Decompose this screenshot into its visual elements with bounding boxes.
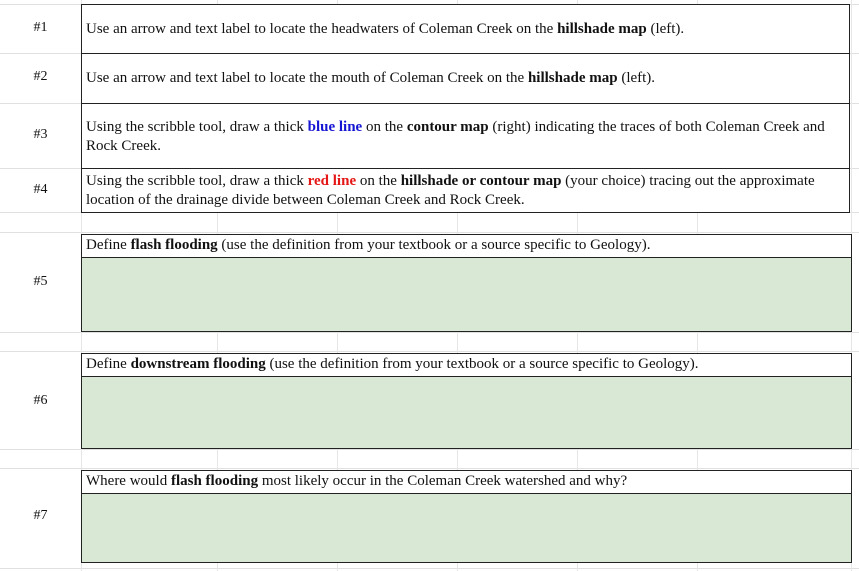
grid-line: [0, 232, 859, 233]
question-number: #7: [33, 508, 48, 523]
question-text: Use an arrow and text label to locate the mouth of Coleman Creek on the hillshade map (left).: [86, 70, 656, 86]
grid-line: [0, 468, 859, 469]
grid-line: [0, 568, 859, 569]
question-text: Using the scribble tool, draw a thick red line on the hillshade or contour map (your choice) tracing out the approximate location of the drainage divide between Coleman Creek and Rock Creek.: [86, 173, 815, 208]
grid-line: [0, 351, 859, 352]
question-cell[interactable]: [81, 4, 850, 54]
question-cell[interactable]: [81, 103, 850, 169]
question-number: #3: [33, 127, 48, 142]
question-cell[interactable]: [81, 168, 850, 213]
question-number: #5: [33, 274, 48, 289]
question-text: Using the scribble tool, draw a thick blue line on the contour map (right) indicating the traces of both Coleman Creek and Rock Creek.: [86, 119, 825, 154]
grid-line: [0, 332, 859, 333]
answer-field[interactable]: [81, 493, 852, 563]
question-number: #4: [33, 182, 48, 197]
question-number: #1: [33, 20, 48, 35]
question-number: #2: [33, 69, 48, 84]
answer-field[interactable]: [81, 376, 852, 449]
answer-field[interactable]: [81, 257, 852, 332]
question-cell[interactable]: [81, 53, 850, 104]
question-text: Define flash flooding (use the definition from your textbook or a source specific to Geology).: [81, 234, 852, 258]
question-text: Where would flash flooding most likely occur in the Coleman Creek watershed and why?: [81, 470, 852, 494]
question-text: Define downstream flooding (use the definition from your textbook or a source specific to Geology).: [81, 353, 852, 377]
grid-line: [0, 449, 859, 450]
question-text: Use an arrow and text label to locate the headwaters of Coleman Creek on the hillshade map (left).: [86, 21, 685, 37]
question-number: #6: [33, 393, 48, 408]
